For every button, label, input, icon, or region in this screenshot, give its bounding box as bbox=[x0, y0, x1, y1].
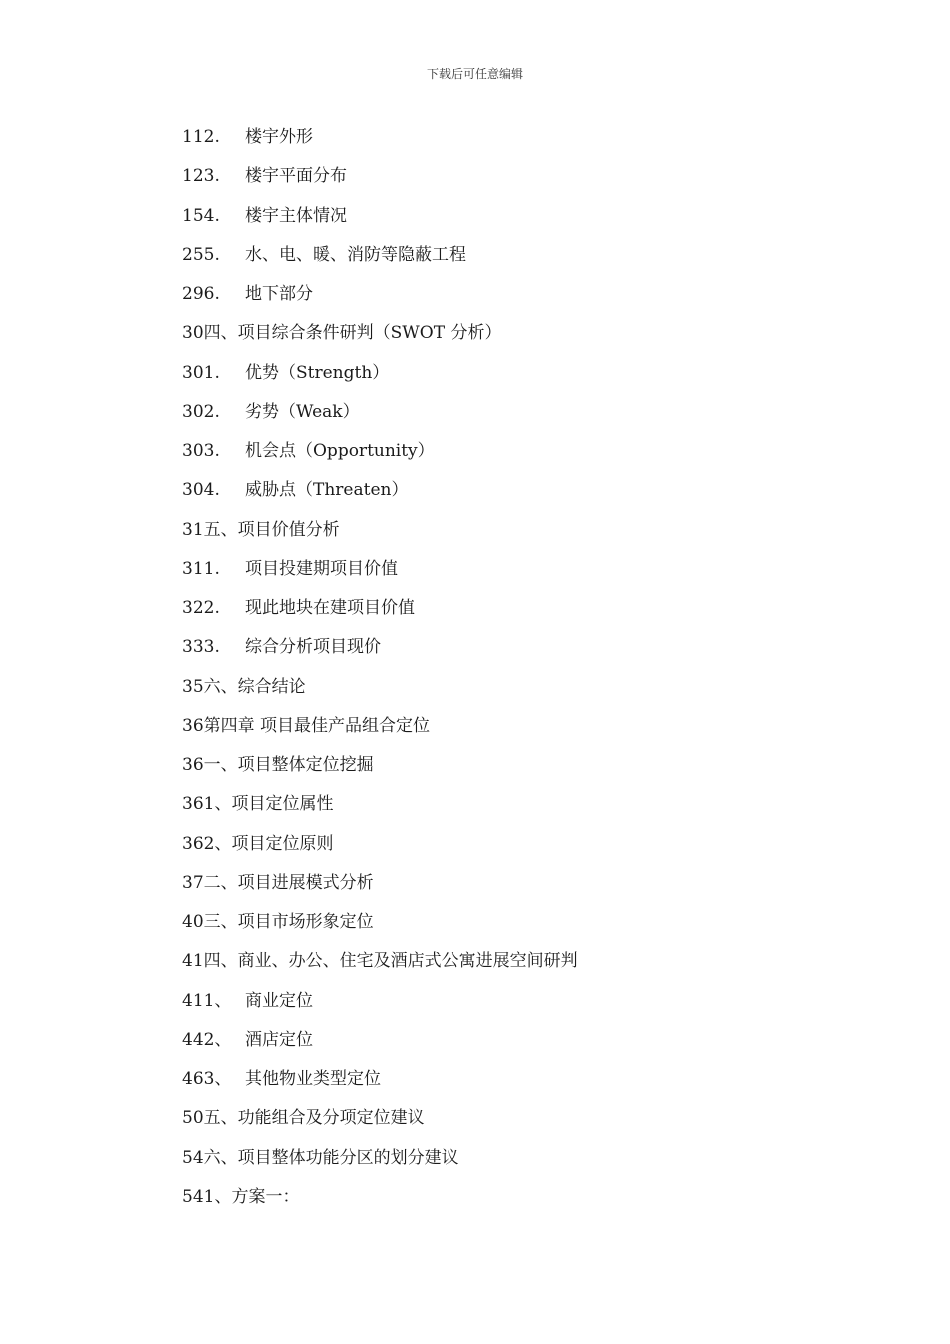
toc-entry bbox=[182, 281, 882, 320]
toc-entry-number: 442、 bbox=[182, 1029, 232, 1050]
toc-entry bbox=[182, 1105, 882, 1144]
toc-entry-title: 楼宇主体情况 bbox=[245, 205, 347, 226]
toc-entry-title: 三、项目市场形象定位 bbox=[203, 912, 374, 932]
toc-entry-number: 37 bbox=[182, 872, 204, 893]
toc-entry bbox=[182, 1027, 882, 1066]
toc-entry-number: 36 bbox=[182, 715, 204, 736]
toc-entry-title: 劣势（Weak） bbox=[245, 401, 360, 422]
toc-entry-number: 362 bbox=[182, 833, 215, 854]
toc-entry-number: 31 bbox=[182, 519, 204, 540]
toc-entry-title: 地下部分 bbox=[245, 284, 313, 304]
toc-entry bbox=[182, 163, 882, 202]
toc-entry bbox=[182, 360, 882, 399]
toc-entry-number: 30 bbox=[182, 323, 204, 344]
toc-entry-title: 水、电、暖、消防等隐蔽工程 bbox=[245, 244, 466, 265]
toc-entry-title: 二、项目进展模式分析 bbox=[203, 872, 374, 893]
toc-entry-number: 311. bbox=[182, 558, 220, 579]
page-header bbox=[0, 66, 950, 82]
toc-entry-number: 303. bbox=[182, 441, 220, 461]
toc-entry bbox=[182, 517, 882, 556]
toc-entry-title: 项目投建期项目价值 bbox=[245, 558, 398, 579]
toc-entry bbox=[182, 477, 882, 516]
toc-entry-number: 541 bbox=[182, 1186, 215, 1207]
toc-entry-number: 333. bbox=[182, 637, 220, 658]
toc-entry-number: 255. bbox=[182, 244, 220, 265]
toc-entry bbox=[182, 674, 882, 713]
toc-entry bbox=[182, 909, 882, 948]
toc-entry-number: 411、 bbox=[182, 990, 232, 1011]
toc-entry-title: 其他物业类型定位 bbox=[245, 1069, 381, 1089]
toc-entry bbox=[182, 870, 882, 909]
toc-entry-title: 、方案一： bbox=[214, 1186, 300, 1207]
toc-entry-title: 商业定位 bbox=[245, 990, 313, 1011]
toc-entry-number: 463、 bbox=[182, 1069, 232, 1089]
toc-entry-title: 、项目定位属性 bbox=[214, 794, 334, 815]
toc-entry bbox=[182, 988, 882, 1027]
toc-entry-title: 综合分析项目现价 bbox=[245, 637, 381, 658]
toc-entry-number: 322. bbox=[182, 598, 220, 618]
toc-entry-title: 楼宇外形 bbox=[245, 127, 313, 147]
toc-entry-number: 54 bbox=[182, 1147, 204, 1168]
toc-entry bbox=[182, 713, 882, 752]
toc-entry-title: 五、项目价值分析 bbox=[203, 519, 340, 540]
toc-entry-number: 296. bbox=[182, 284, 220, 304]
toc-entry-title: 四、项目综合条件研判（SWOT 分析） bbox=[203, 323, 502, 344]
toc-entry-title: 楼宇平面分布 bbox=[245, 166, 347, 187]
toc-entry bbox=[182, 242, 882, 281]
toc-entry-title: 机会点（Opportunity） bbox=[245, 441, 435, 461]
toc-entry-number: 36 bbox=[182, 755, 204, 775]
toc-entry bbox=[182, 831, 882, 870]
toc-entry bbox=[182, 791, 882, 830]
toc-entry-number: 50 bbox=[182, 1108, 204, 1129]
toc-entry bbox=[182, 752, 882, 791]
toc-entry-number: 304. bbox=[182, 480, 220, 501]
toc-entry-title: 一、项目整体定位挖掘 bbox=[203, 755, 374, 775]
toc-entry-number: 361 bbox=[182, 794, 215, 815]
toc-entry bbox=[182, 203, 882, 242]
toc-entry-number: 35 bbox=[182, 676, 204, 697]
table-of-contents bbox=[182, 124, 882, 1223]
toc-entry bbox=[182, 948, 882, 987]
toc-entry-number: 123. bbox=[182, 166, 220, 187]
toc-entry-title: 五、功能组合及分项定位建议 bbox=[203, 1108, 425, 1129]
toc-entry-title: 四、商业、办公、住宅及酒店式公寓进展空间研判 bbox=[203, 951, 578, 972]
header-text: 下载后可任意编辑 bbox=[426, 67, 523, 81]
toc-entry-number: 301. bbox=[182, 362, 220, 383]
toc-entry-number: 41 bbox=[182, 951, 204, 972]
toc-entry-number: 302. bbox=[182, 401, 220, 422]
toc-entry bbox=[182, 1184, 882, 1223]
toc-entry-title: 六、项目整体功能分区的划分建议 bbox=[203, 1147, 459, 1168]
toc-entry-title: 酒店定位 bbox=[245, 1029, 313, 1050]
toc-entry bbox=[182, 1066, 882, 1105]
toc-entry-title: 优势（Strength） bbox=[245, 362, 390, 383]
toc-entry-title: 六、综合结论 bbox=[203, 676, 306, 697]
toc-entry bbox=[182, 634, 882, 673]
toc-entry bbox=[182, 556, 882, 595]
toc-entry-title: 威胁点（Threaten） bbox=[245, 480, 409, 501]
toc-entry bbox=[182, 438, 882, 477]
toc-entry-number: 112. bbox=[182, 127, 220, 147]
toc-entry bbox=[182, 1145, 882, 1184]
toc-entry-title: 现此地块在建项目价值 bbox=[245, 598, 415, 618]
toc-entry bbox=[182, 595, 882, 634]
toc-entry-number: 154. bbox=[182, 205, 220, 226]
toc-entry-title: 第四章 项目最佳产品组合定位 bbox=[203, 715, 431, 736]
toc-entry-number: 40 bbox=[182, 912, 204, 932]
toc-entry-title: 、项目定位原则 bbox=[214, 833, 334, 854]
toc-entry bbox=[182, 399, 882, 438]
toc-entry bbox=[182, 320, 882, 359]
toc-entry bbox=[182, 124, 882, 163]
